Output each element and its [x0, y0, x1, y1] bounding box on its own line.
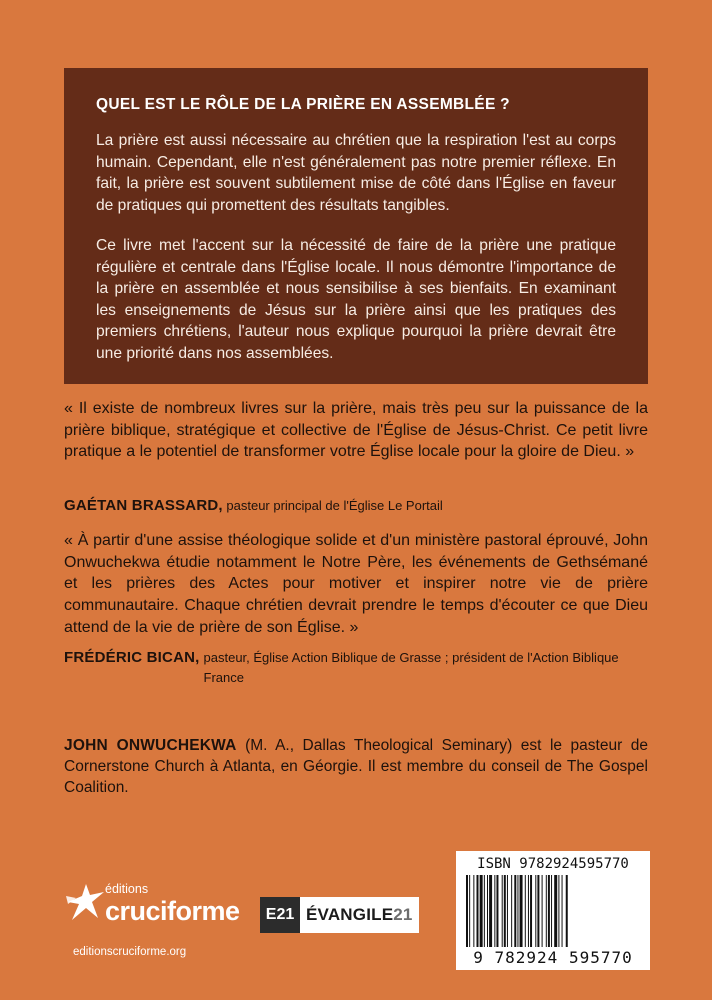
isbn-label: ISBN 9782924595770 — [477, 856, 629, 872]
description-box — [64, 68, 648, 384]
e21-word: ÉVANGILE — [306, 905, 394, 924]
author-name: JOHN ONWUCHEKWA — [64, 737, 237, 754]
endorser-role-2: pasteur, Église Action Biblique de Grasse ; président de l'Action Biblique France — [203, 650, 619, 685]
endorsement-quote-1: « Il existe de nombreux livres sur la prière, mais très peu sur la puissance de la prière biblique, stratégique et collective de l'Église de Jésus-Christ. Ce petit livre pratique a le potentiel de transformer votre Église locale pour la gloire de Dieu. » — [64, 400, 648, 461]
publisher-name: cruciforme — [105, 896, 240, 926]
endorsement-attribution-2 — [64, 648, 648, 688]
endorsement-quote-2: « À partir d'une assise théologique solide et d'un ministère pastoral éprouvé, John Onwuchekwa étudie notamment le Notre Père, les événements de Gethsémané et les prières des Actes pour motiver et inspirer notre vie de prière communautaire. Chaque chrétien devrait prendre le temps d'écouter ce que Dieu attend de la vie de prière de son Église. » — [64, 532, 648, 636]
barcode-bars — [462, 875, 644, 947]
endorser-name-1: GAÉTAN BRASSARD, — [64, 497, 223, 514]
e21-short-label: E21 — [260, 897, 300, 933]
endorser-name-2: FRÉDÉRIC BICAN, — [64, 649, 200, 666]
box-heading: QUEL EST LE RÔLE DE LA PRIÈRE EN ASSEMBLÉE ? — [96, 96, 510, 113]
author-bio-text: (M. A., Dallas Theological Seminary) est le pasteur de Cornerstone Church à Atlanta, en Géorgie. Il est membre du conseil de The Gospel Coalition. — [64, 737, 648, 796]
endorsement-attribution-1 — [64, 496, 648, 516]
isbn-barcode — [456, 851, 650, 970]
endorser-role-1: pasteur principal de l'Église Le Portail — [226, 498, 443, 513]
author-bio — [64, 735, 648, 798]
description-paragraph-1: La prière est aussi nécessaire au chrétien que la respiration l'est au corps humain. Cependant, elle n'est généralement pas notre premier réflexe. En fait, la prière est souvent subtilement mise de côté dans l'Église en faveur de pratiques qui promettent des résultats tangibles. — [96, 132, 616, 214]
evangile21-logo — [260, 897, 419, 933]
e21-word-label — [300, 897, 419, 933]
description-paragraph-2: Ce livre met l'accent sur la nécessité de faire de la prière une pratique régulière et centrale dans l'Église locale. Il nous démontre l'importance de la prière en assemblée et nous sensibilise à ses bienfaits. En examinant les enseignements de Jésus sur la prière ainsi que les pratiques des premiers chrétiens, l'auteur nous explique pourquoi la prière devrait être une priorité dans nos assemblées. — [96, 237, 616, 362]
barcode-digits: 9 782924 595770 — [473, 948, 633, 967]
publisher-small-text: éditions — [105, 882, 149, 896]
publisher-website: editionscruciforme.org — [73, 946, 187, 958]
e21-number: 21 — [393, 905, 413, 924]
